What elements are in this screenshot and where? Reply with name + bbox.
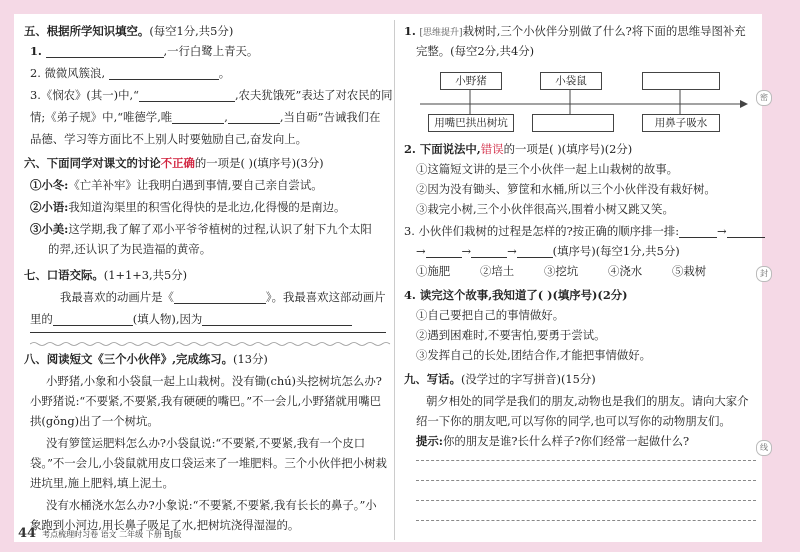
rq3-option: ⑤栽树 (672, 264, 707, 278)
s7-blank-reason[interactable] (202, 313, 352, 326)
option3-text: 这学期,我了解了邓小平爷爷植树的过程,认识了射下九个太阳 (68, 222, 372, 236)
section5-q1 (30, 44, 258, 58)
section9-title: 九、写话。 (404, 372, 461, 386)
s7-write-line[interactable] (30, 332, 386, 333)
rq1-text: 栽树时,三个小伙伴分别做了什么?将下面的思维导图补充 (462, 24, 746, 38)
rq3-blank-2[interactable] (727, 225, 765, 238)
rq4-option2: ②遇到困难时,不要害怕,要勇于尝试。 (416, 328, 606, 342)
section5-q3-line1 (30, 88, 392, 102)
q1-text: ,一行白鹭上青天。 (163, 44, 259, 58)
section5-q3-line2 (30, 110, 380, 124)
q3-text-a: 3.《悯农》(其一)中,“ (30, 88, 139, 102)
rq3-blank-1[interactable] (679, 225, 717, 238)
q3-blank-2[interactable] (172, 111, 224, 124)
section6-option3 (30, 222, 372, 236)
passage-line: 拱(gǒng)出了一个树坑。 (30, 414, 159, 428)
q3-text-d: , (224, 110, 228, 124)
rq3-score: (填序号)(每空1分,共5分) (552, 244, 680, 258)
rq3-options (416, 264, 736, 278)
side-tab-seal: 封 (756, 266, 772, 282)
rq3-option: ③挖坑 (544, 264, 579, 278)
mind-map (410, 64, 750, 134)
rq2-heading (404, 142, 632, 156)
passage-line: 小野猪,小象和小袋鼠一起上山栽树。没有锄(chú)头挖树坑怎么办? (46, 374, 382, 388)
side-tab-seal: 密 (756, 90, 772, 106)
rq2-emphasis: 错误 (480, 142, 504, 156)
writing-line[interactable] (416, 520, 756, 521)
option3-name: ③小美: (30, 222, 69, 236)
section6-option3-cont: 的羿,还认识了为民造福的黄帝。 (48, 242, 212, 256)
section5-score: (每空1分,共5分) (149, 24, 234, 38)
q2-blank[interactable] (109, 67, 219, 80)
rq1-number: 1. (404, 24, 416, 38)
mind-box-pig-action: 用嘴巴拱出树坑 (428, 114, 514, 132)
rq2-option1: ①这篇短文讲的是三个小伙伴一起上山栽树的故事。 (416, 162, 678, 176)
rq3-line1 (404, 224, 765, 238)
section7-title: 七、口语交际。 (24, 268, 104, 282)
rq3-option: ④浇水 (608, 264, 643, 278)
q3-text-b: ,农夫犹饿死”表达了对农民的同 (234, 88, 393, 102)
mind-box-elephant-action: 用鼻子吸水 (642, 114, 720, 132)
rq3-blank-4[interactable] (471, 245, 507, 258)
footer (18, 526, 181, 541)
section6-option1 (30, 178, 323, 192)
writing-line[interactable] (416, 460, 756, 461)
passage-line: 没有箩筐运肥料怎么办?小袋鼠说:“不要紧,不要紧,我有一个皮口 (46, 436, 366, 450)
writing-line[interactable] (416, 500, 756, 501)
q3-blank-3[interactable] (228, 111, 280, 124)
mind-box-pig: 小野猪 (440, 72, 502, 90)
section7-score: (1+1+3,共5分) (103, 268, 188, 282)
section6-heading (24, 156, 324, 170)
hint-text: 你的朋友是谁?长什么样子?你们经常一起做什么? (443, 434, 690, 448)
arrow-icon: → (507, 244, 517, 258)
section8-heading (24, 352, 268, 366)
section5-title: 五、根据所学知识填空。 (24, 24, 150, 38)
section5-q2 (30, 66, 230, 80)
section7-line2 (30, 312, 352, 326)
section6-option2 (30, 200, 345, 214)
passage-line: 袋。”不一会儿,小袋鼠就用皮口袋运来了一堆肥料。三个小伙伴把小树栽 (30, 456, 387, 470)
rq4-option3: ③发挥自己的长处,团结合作,才能把事情做好。 (416, 348, 652, 362)
hint-label: 提示: (416, 434, 443, 448)
s7-text-b: 》。我最喜欢这部动画片 (265, 290, 386, 304)
writing-line[interactable] (416, 480, 756, 481)
passage-line: 象跑到小河边,用长鼻子吸足了水,把树坑浇得湿湿的。 (30, 518, 300, 532)
wave-divider-icon (30, 341, 394, 347)
worksheet-sheet (14, 14, 762, 542)
s7-text-a: 我最喜欢的动画片是《 (60, 290, 174, 304)
q3-blank-1[interactable] (139, 89, 235, 102)
q3-text-c: 情;《弟子规》中,“唯德学,唯 (30, 110, 173, 124)
rq3-option: ②培土 (480, 264, 515, 278)
passage-line: 进坑里,施上肥料,填上泥土。 (30, 476, 174, 490)
q3-text-e: ,当自砺”告诫我们在 (279, 110, 381, 124)
footer-text: 考点梳理时习卷 语文 二年级 下册 BJ版 (42, 530, 182, 539)
arrow-icon: → (461, 244, 472, 258)
option1-name: ①小冬: (30, 178, 69, 192)
rq2-option3: ③栽完小树,三个小伙伴很高兴,围着小树又跳又笑。 (416, 202, 674, 216)
section9-prompt-line2: 绍一下你的朋友吧,可以写你的同学,也可以写你的动物朋友们。 (416, 414, 731, 428)
section5-heading (24, 24, 233, 38)
rq3-option: ①施肥 (416, 264, 451, 278)
rq1-line1 (404, 24, 746, 40)
rq1-tag: [思维提升] (419, 28, 463, 38)
passage-line: 没有水桶浇水怎么办?小象说:“不要紧,不要紧,我有长长的鼻子。”小 (46, 498, 377, 512)
rq3-line2 (416, 244, 680, 258)
page-number: 44 (18, 526, 37, 541)
section9-hint (416, 434, 689, 448)
rq3-blank-3[interactable] (426, 245, 462, 258)
section6-title: 六、下面同学对课文的讨论 (24, 156, 161, 170)
mind-box-kangaroo: 小袋鼠 (540, 72, 602, 90)
q2-end: 。 (218, 66, 231, 80)
rq2-option2: ②因为没有锄头、箩筐和水桶,所以三个小伙伴没有栽好树。 (416, 182, 716, 196)
arrow-icon: → (416, 244, 426, 258)
q1-number: 1. (30, 44, 42, 58)
s7-blank-cartoon[interactable] (174, 291, 266, 304)
rq4-heading: 4. 读完这个故事,我知道了( )(填序号)(2分) (404, 288, 628, 302)
section9-score: (没学过的字写拼音)(15分) (460, 372, 596, 386)
rq3-blank-5[interactable] (517, 245, 553, 258)
section7-heading (24, 268, 187, 282)
section8-score: (13分) (233, 352, 268, 366)
section8-title: 八、阅读短文《三个小伙伴》,完成练习。 (24, 352, 233, 366)
rq1-line2: 完整。(每空2分,共4分) (416, 44, 535, 58)
section5-q3-line3: 品德、学习等方面比不上别人时要勉励自己,奋发向上。 (30, 132, 307, 146)
s7-text-d: (填人物),因为 (132, 312, 203, 326)
option2-name: ②小语: (30, 200, 69, 214)
q2-text: 2. 微微风簇浪, (30, 66, 106, 80)
side-tab-seal: 线 (756, 440, 772, 456)
section6-emphasis: 不正确 (160, 156, 195, 170)
section9-prompt-line1: 朝夕相处的同学是我们的朋友,动物也是我们的朋友。请向大家介 (426, 394, 749, 408)
section9-heading (404, 372, 596, 386)
option1-text: 《亡羊补牢》让我明白遇到事情,要自己亲自尝试。 (68, 178, 323, 192)
rq2-text-a: 2. 下面说法中, (404, 142, 481, 156)
rq4-option1: ①自己要把自己的事情做好。 (416, 308, 565, 322)
section7-line1 (60, 290, 386, 304)
mind-box-blank-bottom[interactable] (532, 114, 614, 132)
s7-text-c: 里的 (30, 312, 53, 326)
s7-blank-character[interactable] (53, 313, 133, 326)
q1-blank[interactable] (46, 45, 164, 58)
passage-line: 小野猪说:“不要紧,不要紧,我有硬硬的嘴巴。”不一会儿,小野猪就用嘴巴 (30, 394, 381, 408)
section6-score: 的一项是( )(填序号)(3分) (194, 156, 324, 170)
option2-text: 我知道沟渠里的积雪化得快的是北边,化得慢的是南边。 (68, 200, 346, 214)
mind-box-blank-top[interactable] (642, 72, 720, 90)
arrow-icon: → (717, 224, 727, 238)
rq3-text: 3. 小伙伴们栽树的过程是怎样的?按正确的顺序排一排: (404, 224, 680, 238)
rq2-text-b: 的一项是( )(填序号)(2分) (503, 142, 633, 156)
column-divider (394, 20, 395, 540)
